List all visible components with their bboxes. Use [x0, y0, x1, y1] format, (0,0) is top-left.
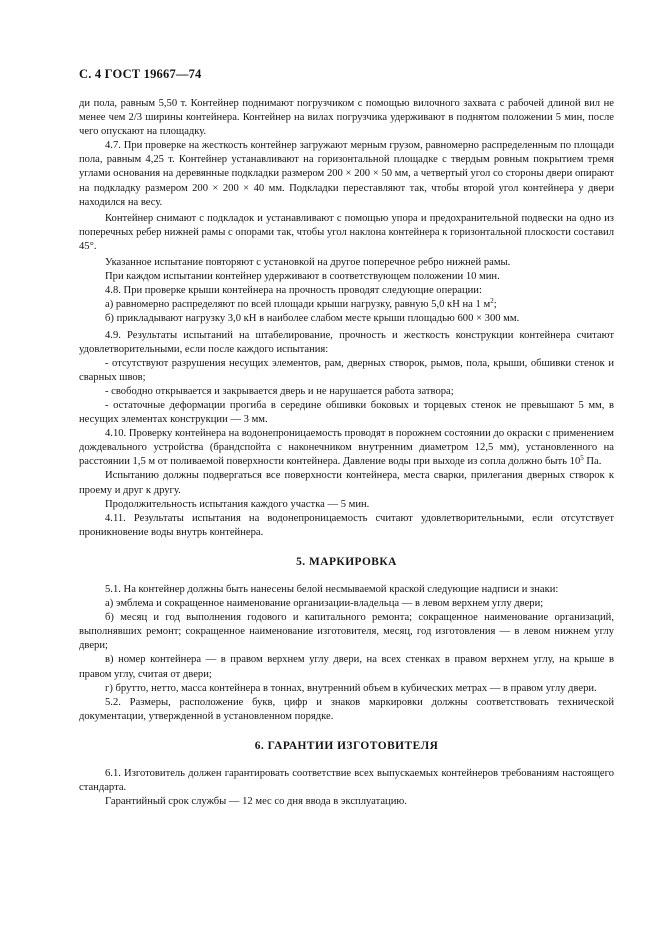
paragraph: Указанное испытание повторяют с установкой на другое поперечное ребро нижней рамы. [105, 257, 511, 269]
paragraph-6-1: 6.1. Изготовитель должен гарантировать соответствие всех выпускаемых контейнеров требованиям настоящего стандарта. [79, 768, 614, 794]
list-item: - свободно открывается и закрывается дверь и не нарушается работа затвора; [105, 385, 454, 397]
paragraph-4-7: 4.7. При проверке на жесткость контейнер загружают мерным грузом, равномерно распределенным по площади пола, равным 4,25 т. Контейнер устанавливают на горизонтальной площадке с твердым ровным покрытием тремя углами основания на деревянные подкладки размером 200 × 200 × 50 мм, а четвертый угол со стороны двери опирают на подкладку размером 200 × 200 × 40 мм. Подкладки переставляют так, чтобы второй угол контейнера у двери находился на весу. [79, 140, 614, 208]
list-item: а) эмблема и сокращенное наименование организации-владельца — в левом верхнем углу двери; [105, 598, 544, 610]
paragraph-5-1: 5.1. На контейнер должны быть нанесены белой несмываемой краской следующие надписи и знаки: [105, 584, 559, 595]
superscript: 2 [490, 297, 494, 306]
paragraph: При каждом испытании контейнер удерживают в соответствующем положении 10 мин. [105, 271, 500, 283]
superscript: 5 [580, 454, 584, 463]
page-header: С. 4 ГОСТ 19667—74 [79, 67, 202, 81]
list-item-tail: ; [493, 299, 497, 311]
paragraph-tail: Па. [583, 456, 602, 468]
section-title-marking: 5. МАРКИРОВКА [296, 555, 397, 568]
list-item: - остаточные деформации прогиба в середине обшивки боковых и торцевых стенок не превышают 5 мм, в несущих элементах конструкции — 3 мм. [79, 399, 614, 426]
list-item-text: а) равномерно распределяют по всей площади крыши нагрузку, равную 5,0 кН на 1 м [105, 299, 491, 311]
paragraph: ди пола, равным 5,50 т. Контейнер поднимают погрузчиком с помощью вилочного захвата с рабочей длиной вил не менее чем 2/3 ширины контейнера. Контейнер на вилах погрузчика удерживают в поднятом положении 5 мин, после чего опускают на площадку. [79, 98, 614, 138]
list-item: б) месяц и год выполнения годового и капитального ремонта; сокращенное наименование организаций, выполнявших ремонт; сокращенное наименование изготовителя, месяц, год изготовления — в левом нижнем углу двери; [79, 612, 614, 652]
paragraph-4-9: 4.9. Результаты испытаний на штабелирование, прочность и жесткость конструкции контейнера считают удовлетворительными, если после каждого испытания: [79, 329, 614, 355]
list-item: - отсутствуют разрушения несущих элементов, рам, дверных створок, рымов, пола, крыши, обшивки стенок и сварных швов; [79, 357, 614, 383]
list-item [79, 298, 614, 312]
paragraph-4-8: 4.8. При проверке крыши контейнера на прочность проводят следующие операции: [105, 285, 482, 297]
document-body [79, 97, 614, 809]
list-item: г) брутто, нетто, масса контейнера в тоннах, внутренний объем в кубических метрах — в правом углу двери. [105, 682, 597, 694]
paragraph: Контейнер снимают с подкладок и устанавливают с помощью упора и предохранительной подвески на одно из поперечных ребер нижней рамы с опорами так, чтобы угол наклона контейнера к горизонтальной плоскости составил 45°. [79, 212, 614, 252]
paragraph: Продолжительность испытания каждого участка — 5 мин. [105, 498, 370, 510]
paragraph: Гарантийный срок службы — 12 мес со дня ввода в эксплуатацию. [105, 796, 407, 808]
section-title-warranty: 6. ГАРАНТИИ ИЗГОТОВИТЕЛЯ [254, 739, 439, 752]
paragraph-4-11: 4.11. Результаты испытания на водонепроницаемость считают удовлетворительными, если отсутствует проникновение воды внутрь контейнера. [79, 512, 614, 538]
list-item: в) номер контейнера — в правом верхнем углу двери, на всех стенках в правом верхнем углу, на крыше в правом углу, считая от двери; [79, 654, 614, 680]
paragraph-5-2: 5.2. Размеры, расположение букв, цифр и знаков маркировки должны соответствовать технической документации, утвержденной в установленном порядке. [79, 696, 614, 722]
paragraph-4-10 [79, 427, 614, 469]
list-item: б) прикладывают нагрузку 3,0 кН в наиболее слабом месте крыши площадью 600 × 300 мм. [105, 313, 520, 325]
paragraph: Испытанию должны подвергаться все поверхности контейнера, места сварки, прилегания дверных створок к проему и друг к другу. [79, 470, 614, 496]
paragraph-text: 4.10. Проверку контейнера на водонепроницаемость проводят в порожнем состоянии до окраски с применением дождевального устройства (брандспойта с наконечником внутренним диаметром 12,5 мм), установленного на расстоянии 1,5 м от поливаемой поверхности контейнера. Давление воды при выходе из сопла должно быть 10 [79, 428, 614, 468]
